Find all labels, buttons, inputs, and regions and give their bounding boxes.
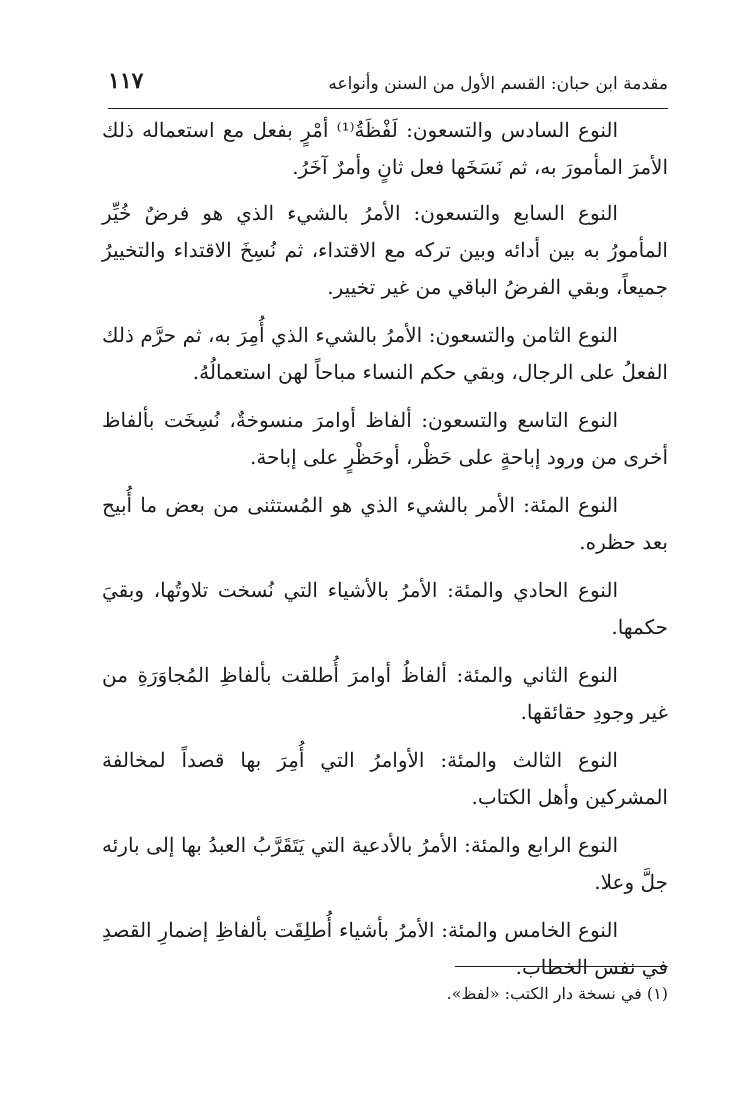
paragraph: النوع الثالث والمئة: الأوامرُ التي أُمِرَ بها قصداً لمخالفة المشركين وأهل الكتاب. [102, 748, 668, 809]
running-title: مقدمة ابن حبان: القسم الأول من السنن وأنواعه [328, 74, 668, 94]
paragraph: النوع الثامن والتسعون: الأمرُ بالشيء الذي أُمِرَ به، ثم حرَّم ذلك الفعلُ على الرجال، وبقي حكم النساء مباحاً لهن استعمالُهُ. [102, 323, 668, 384]
footnote-divider [455, 966, 668, 967]
page-header [108, 68, 668, 109]
paragraph: النوع السادس والتسعون: لَفْظَةُ⁽¹⁾ أمْرٍ بفعل مع استعماله ذلك الأمرَ المأمورَ به، ثم نَسَخَها فعل ثانٍ وأمرٌ آخَرُ. [102, 118, 668, 179]
paragraph: النوع المئة: الأمر بالشيء الذي هو المُستثنى من بعض ما أُبيح بعد حظره. [102, 493, 668, 554]
page-number: ١١٧ [108, 68, 144, 94]
paragraph: النوع الخامس والمئة: الأمرُ بأشياء أُطلِقَت بألفاظِ إضمارِ القصدِ في نفس الخطاب. [102, 918, 668, 979]
paragraph: النوع التاسع والتسعون: ألفاظ أوامرَ منسوخةٌ، نُسِخَت بألفاظ أخرى من ورود إباحةٍ على حَظْر، أوحَظْرٍ على إباحة. [102, 408, 668, 469]
paragraph: النوع السابع والتسعون: الأمرُ بالشيء الذي هو فرضٌ خُيِّر المأمورُ به بين أدائه وبين تركه مع الاقتداء، ثم نُسِخَ الاقتداء والتخييرُ جميعاً، وبقي الفرضُ الباقي من غير تخيير. [102, 201, 668, 299]
paragraph: النوع الثاني والمئة: ألفاظُ أوامرَ أُطلقت بألفاظِ المُجاوَرَةِ من غير وجودِ حقائقها. [102, 663, 668, 724]
paragraph: النوع الحادي والمئة: الأمرُ بالأشياء التي نُسخت تلاوتُها، وبقيَ حكمها. [102, 578, 668, 639]
main-text [102, 112, 668, 997]
footnote: (١) في نسخة دار الكتب: «لفظ». [446, 984, 668, 1003]
paragraph: النوع الرابع والمئة: الأمرُ بالأدعية التي يَتَقَرَّبُ العبدُ بها إلى بارئه جلَّ وعلا. [102, 833, 668, 894]
